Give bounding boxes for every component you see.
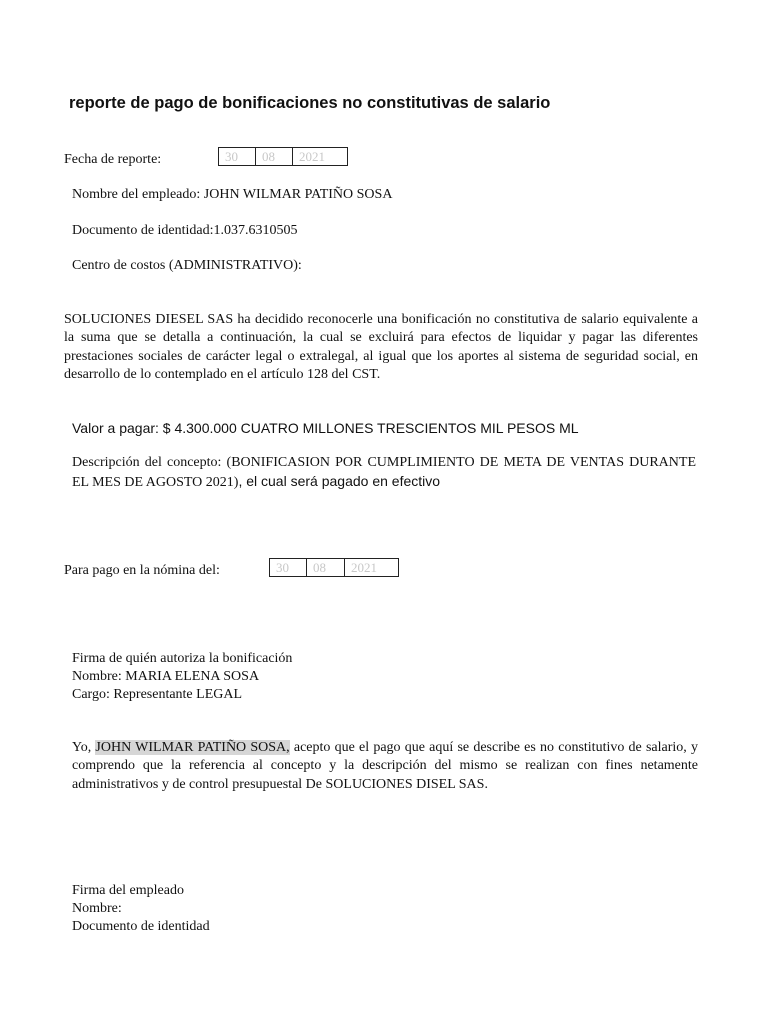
employee-signature-title: Firma del empleado [72,883,184,898]
amount-value: $ 4.300.000 CUATRO MILLONES TRESCIENTOS MIL PESOS ML [162,420,579,436]
intro-paragraph: SOLUCIONES DIESEL SAS ha decidido reconocerle una bonificación no constitutiva de salario equivalente a la suma que se detalla a continuación, la cual se excluirá para efectos de liquidar y pagar las diferentes prestaciones sociales de carácter legal o extralegal, al igual que los aportes al sistema de seguridad social, en desarrollo de lo contemplado en el artículo 128 del CST. [64,312,698,382]
payroll-date-month: 08 [306,559,344,576]
employee-name-line: Nombre del empleado: JOHN WILMAR PATIÑO SOSA [72,187,393,202]
payroll-date-box [269,558,399,577]
payroll-label: Para pago en la nómina del: [64,563,220,578]
report-date-year: 2021 [292,148,347,165]
authorizer-name: Nombre: MARIA ELENA SOSA [72,669,260,684]
amount-label: Valor a pagar: [72,420,163,436]
report-date-label: Fecha de reporte: [64,152,162,167]
id-document-line: Documento de identidad:1.037.6310505 [72,223,298,238]
authorizer-signature-title: Firma de quién autoriza la bonificación [72,651,293,666]
document-title: reporte de pago de bonificaciones no constitutivas de salario [69,94,551,112]
acceptance-employee-name: JOHN WILMAR PATIÑO SOSA, [95,740,290,755]
employee-signature-id: Documento de identidad [72,919,210,934]
concept-text: Descripción del concepto: (BONIFICASION POR CUMPLIMIENTO DE META DE VENTAS DURANTE EL MES DE AGOSTO 2021) [72,455,696,491]
payroll-date-day: 30 [276,560,289,575]
acceptance-text: acepto que el pago que aquí se describe es no constitutivo de salario, y comprendo que la referencia al concepto y la descripción del mismo se realizan con fines netamente administrativos y de control presupuestal De SOLUCIONES DISEL SAS. [72,740,698,792]
report-date-month: 08 [255,148,292,165]
concept-payment-note: , el cual será pagado en efectivo [238,473,441,490]
report-date-day: 30 [225,149,238,164]
payroll-date-year: 2021 [344,559,398,576]
cost-center-line: Centro de costos (ADMINISTRATIVO): [72,258,302,273]
amount-line [72,419,579,437]
acceptance-paragraph [72,739,698,794]
report-date-box [218,147,348,166]
employee-signature-name: Nombre: [72,901,122,916]
authorizer-role: Cargo: Representante LEGAL [72,687,243,702]
acceptance-prefix: Yo, [72,740,96,755]
concept-description [72,454,696,493]
